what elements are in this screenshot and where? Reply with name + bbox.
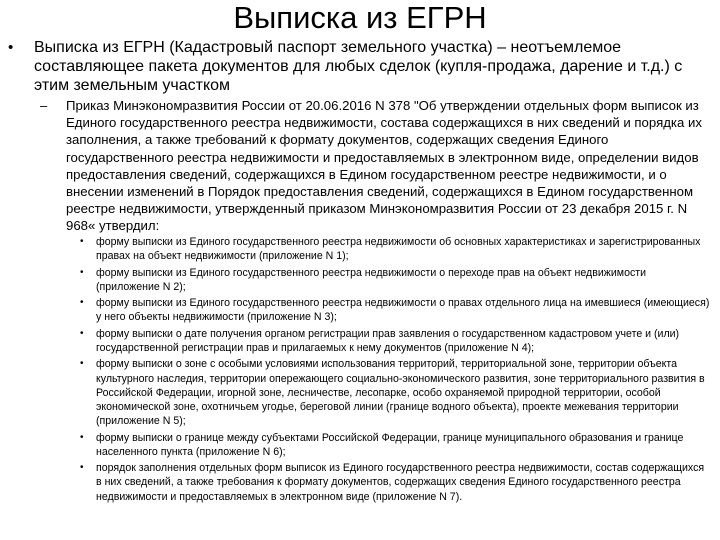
- list-item-text: форму выписки о границе между субъектами Российской Федерации, границе муниципального образования и границе населенного пункта (приложение N 6);: [96, 431, 684, 458]
- list-bullet: •: [80, 431, 84, 443]
- level2-bullet: –: [40, 98, 48, 113]
- list-item: [80, 266, 710, 294]
- list-item-text: форму выписки из Единого государственного реестра недвижимости о правах отдельного лица на имевшиеся (имеющиеся) у него объекты недвижимости (приложение N 3);: [96, 297, 710, 324]
- list-item-text: форму выписки о зоне с особыми условиями использования территорий, территориальной зоне, территории объекта культурного наследия, территории опережающего социально-экономического развития, зоне территориального развития в Российской Федерации, игорной зоне, лесничестве, лесопарке, особо охраняемой природной территории, особой экономической зоне, охотничьем угодье, береговой линии (границе водного объекта), проекте межевания территории (приложение N 5);: [96, 358, 705, 428]
- list-bullet: •: [80, 327, 84, 339]
- list-item: [80, 235, 710, 263]
- list-item-text: порядок заполнения отдельных форм выписок из Единого государственного реестра недвижимости, состав содержащихся в них сведений, а также требования к формату документов, содержащих сведения Единого государственного реестра недвижимости и предоставляемых в электронном виде (приложение N 7).: [96, 462, 705, 503]
- level3-list: [80, 235, 710, 506]
- level1-text: Выписка из ЕГРН (Кадастровый паспорт земельного участка) – неотъемлемое составляющее пакета документов для любых сделок (купля-продажа, дарение и т.д.) с этим земельным участком: [34, 39, 683, 94]
- list-bullet: •: [80, 236, 84, 247]
- slide-title: Выписка из ЕГРН: [233, 0, 487, 35]
- list-item-text: форму выписки о дате получения органом регистрации прав заявления о государственном кадастровом учете и (или) государственной регистрации прав и прилагаемых к нему документов (приложение N 4);: [96, 327, 680, 354]
- list-item: [80, 327, 710, 355]
- list-bullet: •: [80, 266, 84, 278]
- list-item: [80, 461, 710, 504]
- list-item: [80, 296, 710, 324]
- list-item: [80, 357, 710, 428]
- list-item-text: форму выписки из Единого государственного реестра недвижимости о переходе прав на объект недвижимости (приложение N 2);: [96, 266, 647, 293]
- level2-text: Приказ Минэкономразвития России от 20.06.2016 N 378 "Об утверждении отдельных форм выписок из Единого государственного реестра недвижимости, состава содержащихся в них сведений и порядка их заполнения, а также требований к формату документов, содержащих сведения Единого государственного реестра недвижимости и предоставляемых в электронном виде, определении видов предоставления сведений, содержащихся в Едином государственном реестре недвижимости, и о внесении изменений в Порядок предоставления сведений, содержащихся в Едином государственном реестре недвижимости, утвержденный приказом Минэкономразвития России от 23 декабря 2015 г. N 968« утвердил:: [66, 98, 702, 234]
- list-bullet: •: [80, 462, 84, 474]
- list-bullet: •: [80, 297, 84, 309]
- level1-bullet: •: [8, 39, 14, 56]
- list-item-text: форму выписки из Единого государственного реестра недвижимости об основных характеристиках и зарегистрированных правах на объект недвижимости (приложение N 1);: [96, 236, 701, 263]
- list-item: [80, 431, 710, 459]
- list-bullet: •: [80, 358, 84, 370]
